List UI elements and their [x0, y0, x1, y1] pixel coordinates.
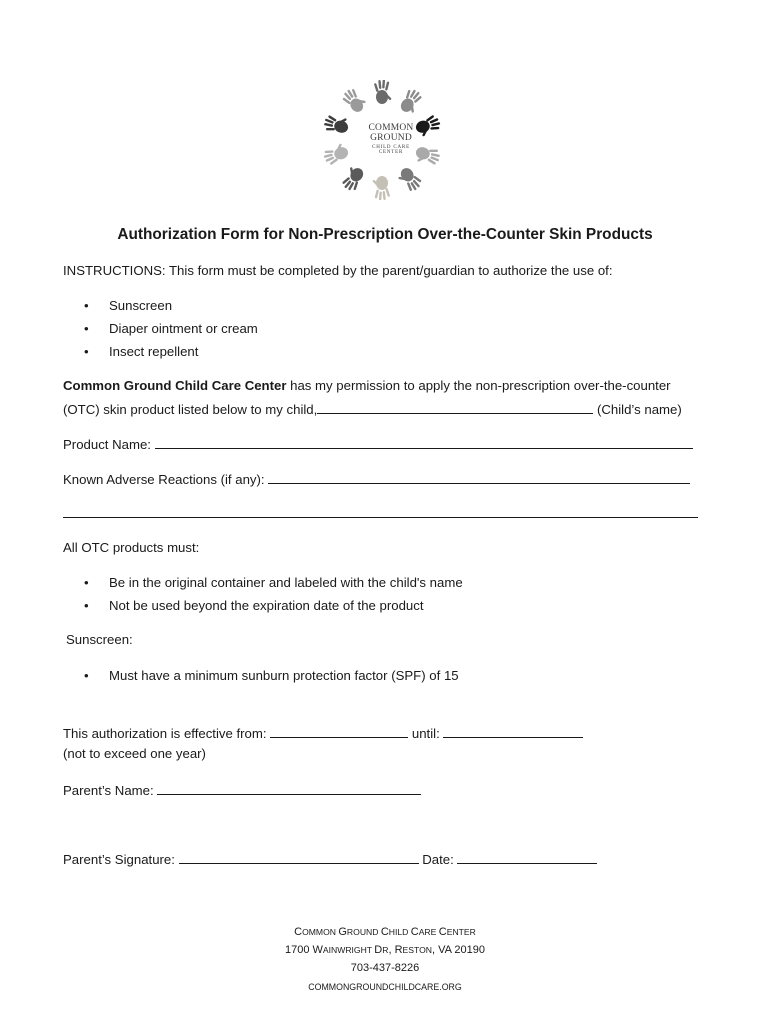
hand-icon: [374, 80, 392, 104]
bullet-icon: •: [84, 344, 89, 359]
footer-address-part: R: [382, 945, 389, 955]
bullet-icon: •: [84, 321, 89, 336]
footer-org-part: C: [438, 926, 447, 938]
use-item: Diaper ointment or cream: [109, 321, 258, 336]
footer-org-part: ENTER: [446, 927, 476, 937]
hand-icon: [396, 86, 425, 116]
date-field[interactable]: [457, 850, 597, 864]
bullet-icon: •: [84, 575, 89, 590]
logo-line-center: CENTER: [378, 150, 404, 155]
permission-line-1: [63, 378, 671, 393]
permission-text-1: has my permission to apply the non-prescription over-the-counter: [286, 378, 671, 393]
footer-address-part: D: [374, 944, 383, 956]
hand-icon: [395, 164, 424, 194]
footer-org-part: ARE: [418, 927, 439, 937]
parent-signature-field[interactable]: [179, 850, 419, 864]
footer-org-part: C: [410, 926, 419, 938]
effective-until-label: until:: [411, 726, 440, 741]
product-name-field[interactable]: [155, 435, 693, 449]
adverse-reactions-field[interactable]: [268, 470, 690, 484]
product-name-label: Product Name:: [63, 437, 151, 452]
child-name-label: (Child’s name): [593, 402, 682, 417]
instructions-text: INSTRUCTIONS: This form must be completed by the parent/guardian to authorize the use of:: [63, 263, 613, 278]
use-item: Insect repellent: [109, 344, 199, 359]
footer-org-part: G: [338, 926, 347, 938]
product-name-row: [63, 435, 693, 452]
effective-from-label: This authorization is effective from:: [63, 726, 267, 741]
sunscreen-item: Must have a minimum sunburn protection factor (SPF) of 15: [109, 668, 459, 683]
logo-line-child-care: CHILD CARE: [372, 145, 410, 150]
footer-org-part: OMMON: [302, 927, 339, 937]
footer-address-part: ESTON: [402, 945, 432, 955]
bullet-icon: •: [84, 298, 89, 313]
parent-name-field[interactable]: [157, 781, 421, 795]
effective-row: [63, 724, 583, 741]
otc-item: Be in the original container and labeled with the child's name: [109, 575, 463, 590]
hand-icon: [340, 85, 369, 115]
footer-org-part: C: [294, 926, 303, 938]
footer-org-part: ROUND: [346, 927, 381, 937]
use-item: Sunscreen: [109, 298, 173, 313]
footer-address-part: AINWRIGHT: [322, 945, 375, 955]
footer-org-part: HILD: [388, 927, 411, 937]
adverse-reactions-field-line-2[interactable]: [63, 517, 698, 518]
parent-name-row: [63, 781, 421, 798]
footer-phone: 703-437-8226: [350, 962, 420, 974]
logo: [322, 80, 442, 200]
adverse-reactions-row: [63, 470, 690, 487]
footer-address: [0, 944, 770, 956]
footer-address-part: W: [312, 944, 323, 956]
hand-icon: [322, 142, 350, 167]
hand-icon: [338, 163, 367, 193]
logo-line-ground: GROUND: [370, 132, 412, 143]
parent-signature-label: Parent’s Signature:: [63, 852, 175, 867]
logo-line-common: COMMON: [368, 123, 414, 133]
bullet-icon: •: [84, 668, 89, 683]
footer-address-part: ,: [388, 944, 395, 956]
footer-org-name: [0, 926, 770, 938]
footer-address-part: 1700: [284, 944, 313, 956]
effective-note: (not to exceed one year): [63, 746, 206, 761]
parent-signature-row: [63, 850, 597, 867]
sunscreen-heading: Sunscreen:: [66, 632, 133, 647]
permission-line-2: [63, 400, 682, 417]
footer-address-part: , VA 20190: [432, 944, 486, 956]
child-name-field[interactable]: [317, 400, 593, 414]
otc-heading: All OTC products must:: [63, 540, 200, 555]
footer-org-part: C: [380, 926, 389, 938]
effective-until-field[interactable]: [443, 724, 583, 738]
footer-website-link[interactable]: COMMONGROUNDCHILDCARE.ORG: [308, 982, 462, 992]
form-title: Authorization Form for Non-Prescription Over-the-Counter Skin Products: [117, 226, 653, 243]
bullet-icon: •: [84, 598, 89, 613]
footer-address-part: R: [394, 944, 403, 956]
date-label: Date:: [422, 852, 454, 867]
parent-name-label: Parent’s Name:: [63, 783, 154, 798]
permission-text-2: (OTC) skin product listed below to my child,: [63, 402, 318, 417]
hand-icon: [372, 176, 390, 200]
adverse-reactions-label: Known Adverse Reactions (if any):: [63, 472, 265, 487]
effective-from-field[interactable]: [270, 724, 408, 738]
otc-item: Not be used beyond the expiration date of the product: [109, 598, 424, 613]
logo-text: [356, 124, 426, 155]
hand-icon: [322, 112, 351, 137]
center-name: Common Ground Child Care Center: [63, 378, 287, 393]
